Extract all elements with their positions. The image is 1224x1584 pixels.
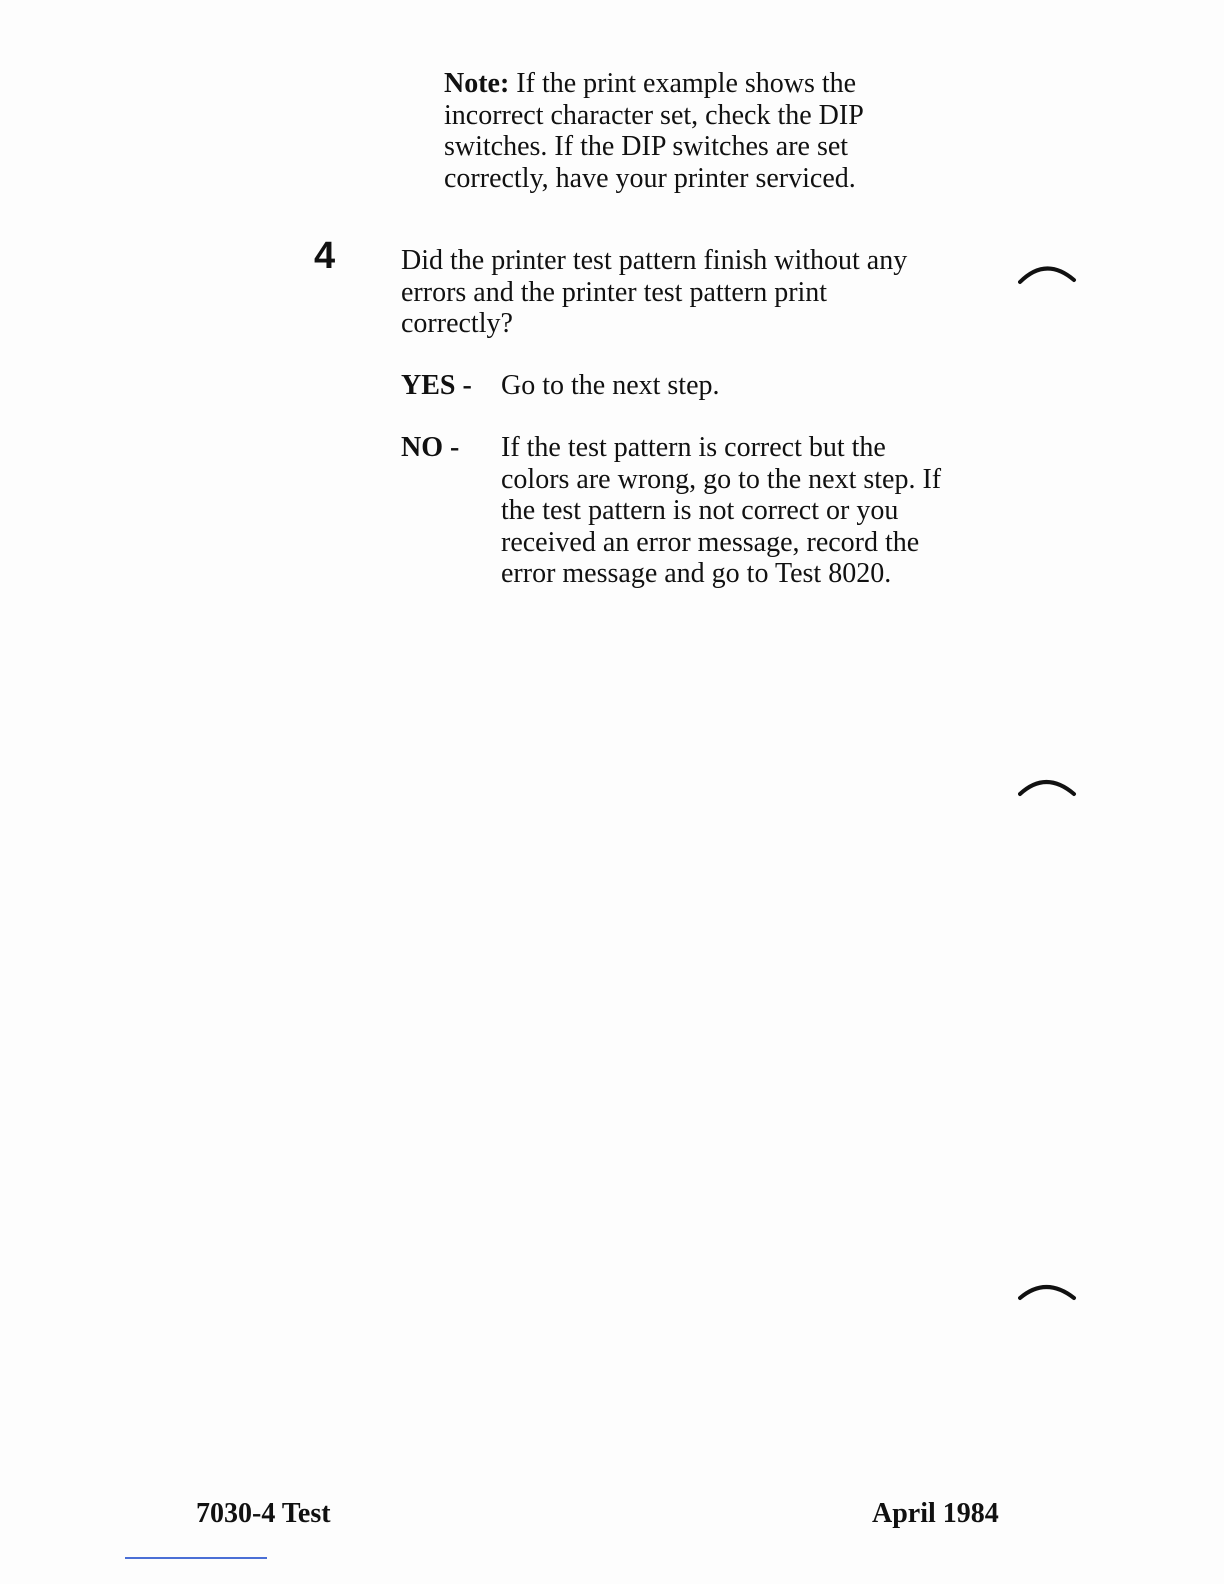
note-line-1 xyxy=(444,68,864,100)
note-line-3: switches. If the DIP switches are set xyxy=(444,131,849,162)
question-line-3: correctly? xyxy=(401,308,513,339)
no-line-1: If the test pattern is correct but the xyxy=(501,432,886,463)
note-block xyxy=(444,68,864,194)
no-answer xyxy=(501,432,941,590)
no-line-3: the test pattern is not correct or you xyxy=(501,495,899,526)
no-line-5: error message and go to Test 8020. xyxy=(501,558,892,589)
no-line-2: colors are wrong, go to the next step. If xyxy=(501,463,942,495)
footer-date: April 1984 xyxy=(872,1498,999,1529)
binder-tab-mark xyxy=(1018,256,1078,286)
question-line-1: Did the printer test pattern finish without any xyxy=(401,245,908,276)
no-line-4: received an error message, record the xyxy=(501,526,920,558)
step-number: 4 xyxy=(314,235,336,277)
binder-tab-mark xyxy=(1018,770,1078,800)
note-line-1-text: If the print example shows the xyxy=(509,68,857,99)
scan-edge-line xyxy=(125,1557,267,1559)
binder-tab-mark xyxy=(1018,1276,1078,1306)
yes-answer xyxy=(501,370,720,402)
yes-label: YES - xyxy=(401,370,472,401)
footer-section-title: 7030-4 Test xyxy=(196,1498,331,1529)
yes-line-1: Go to the next step. xyxy=(501,370,720,401)
step-question xyxy=(401,245,907,340)
no-label: NO - xyxy=(401,432,460,463)
note-line-2: incorrect character set, check the DIP xyxy=(444,99,864,131)
note-line-4: correctly, have your printer serviced. xyxy=(444,162,856,194)
note-label: Note: xyxy=(444,68,510,99)
question-line-2: errors and the printer test pattern print xyxy=(401,276,828,308)
